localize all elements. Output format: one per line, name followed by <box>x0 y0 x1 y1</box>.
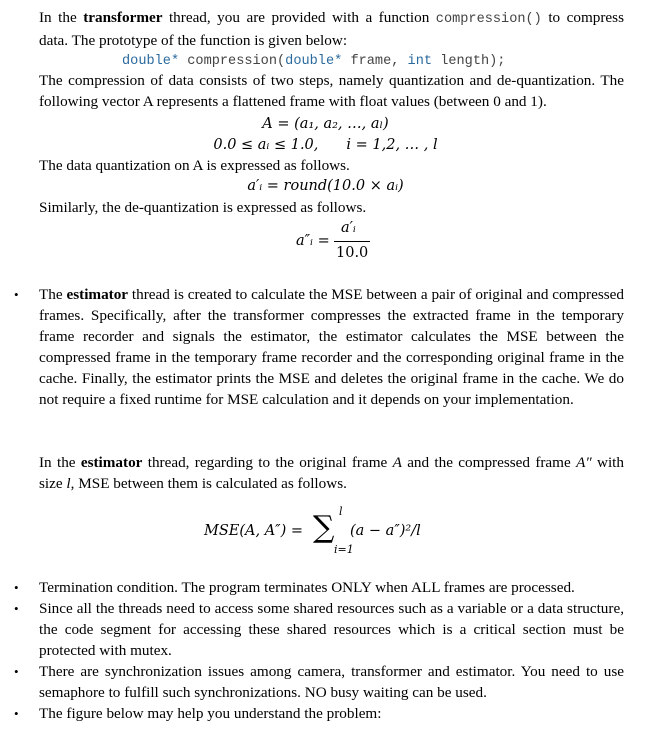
bullet-figure: The figure below may help you understand the problem: <box>39 705 382 722</box>
bullet-termination: Termination condition. The program terminates ONLY when ALL frames are processed. <box>39 579 575 596</box>
mse-intro-paragraph: In the estimator thread, regarding to the original frame A and the compressed frame A″ with size l, MSE between them is calculated as follows. <box>39 454 624 492</box>
function-name-code: compression() <box>435 12 542 27</box>
sum-lower-limit: i=1 <box>334 543 354 556</box>
quantization-equation: a′ᵢ = round(10.0 × aᵢ) <box>247 178 404 194</box>
vector-equation: A = (a₁, a₂, …, aₗ) <box>262 116 389 132</box>
bullet-glyph: • <box>14 706 19 721</box>
dequant-lhs: a″ᵢ = <box>296 233 330 249</box>
bullet-mutex: Since all the threads need to access some shared resources such as a variable or a data structure, the code segment for accessing these shared resources which is a critical section must be protected with mutex. <box>39 600 624 659</box>
estimator-bullet-text: The estimator thread is created to calculate the MSE between a pair of original and compressed frames. Specifically, after the transformer compresses the extracted frame in the temporary frame recorder and signals the estimator, the estimator calculates the MSE between the compressed frame in the temporary frame recorder and the corresponding original frame in the cache. Finally, the estimator prints the MSE and deletes the original frame in the cache. We do not require a fixed runtime for MSE calculation and it depends on your implementation. <box>39 286 624 408</box>
intro-paragraph: In the transformer thread, you are provided with a function compression() to compress data. The prototype of the function is given below: <box>39 9 624 49</box>
dequant-numerator: a′ᵢ <box>341 220 356 236</box>
function-prototype: double* compression(double* frame, int length); <box>122 54 506 69</box>
compression-description: The compression of data consists of two steps, namely quantization and de-quantization. The following vector A represents a flattened frame with float values (between 0 and 1). <box>39 72 624 110</box>
bullet-glyph: • <box>14 287 19 302</box>
range-equation: 0.0 ≤ aᵢ ≤ 1.0, i = 1,2, … , l <box>213 137 438 153</box>
quantization-description: The data quantization on A is expressed as follows. <box>39 157 350 174</box>
bullet-glyph: • <box>14 580 19 595</box>
bullet-glyph: • <box>14 601 19 616</box>
sum-upper-limit: l <box>339 505 343 518</box>
mse-lhs: MSE(A, A″) = <box>204 523 304 539</box>
bullet-semaphore: There are synchronization issues among camera, transformer and estimator. You need to use semaphore to fulfill such synchronizations. NO busy waiting can be used. <box>39 663 624 701</box>
dequant-denominator: 10.0 <box>336 245 369 261</box>
mse-rhs: (a − a″)²/l <box>350 523 421 539</box>
dequantization-description: Similarly, the de-quantization is expressed as follows. <box>39 199 367 216</box>
summation-symbol: ∑ <box>313 510 335 545</box>
bullet-glyph: • <box>14 664 19 679</box>
